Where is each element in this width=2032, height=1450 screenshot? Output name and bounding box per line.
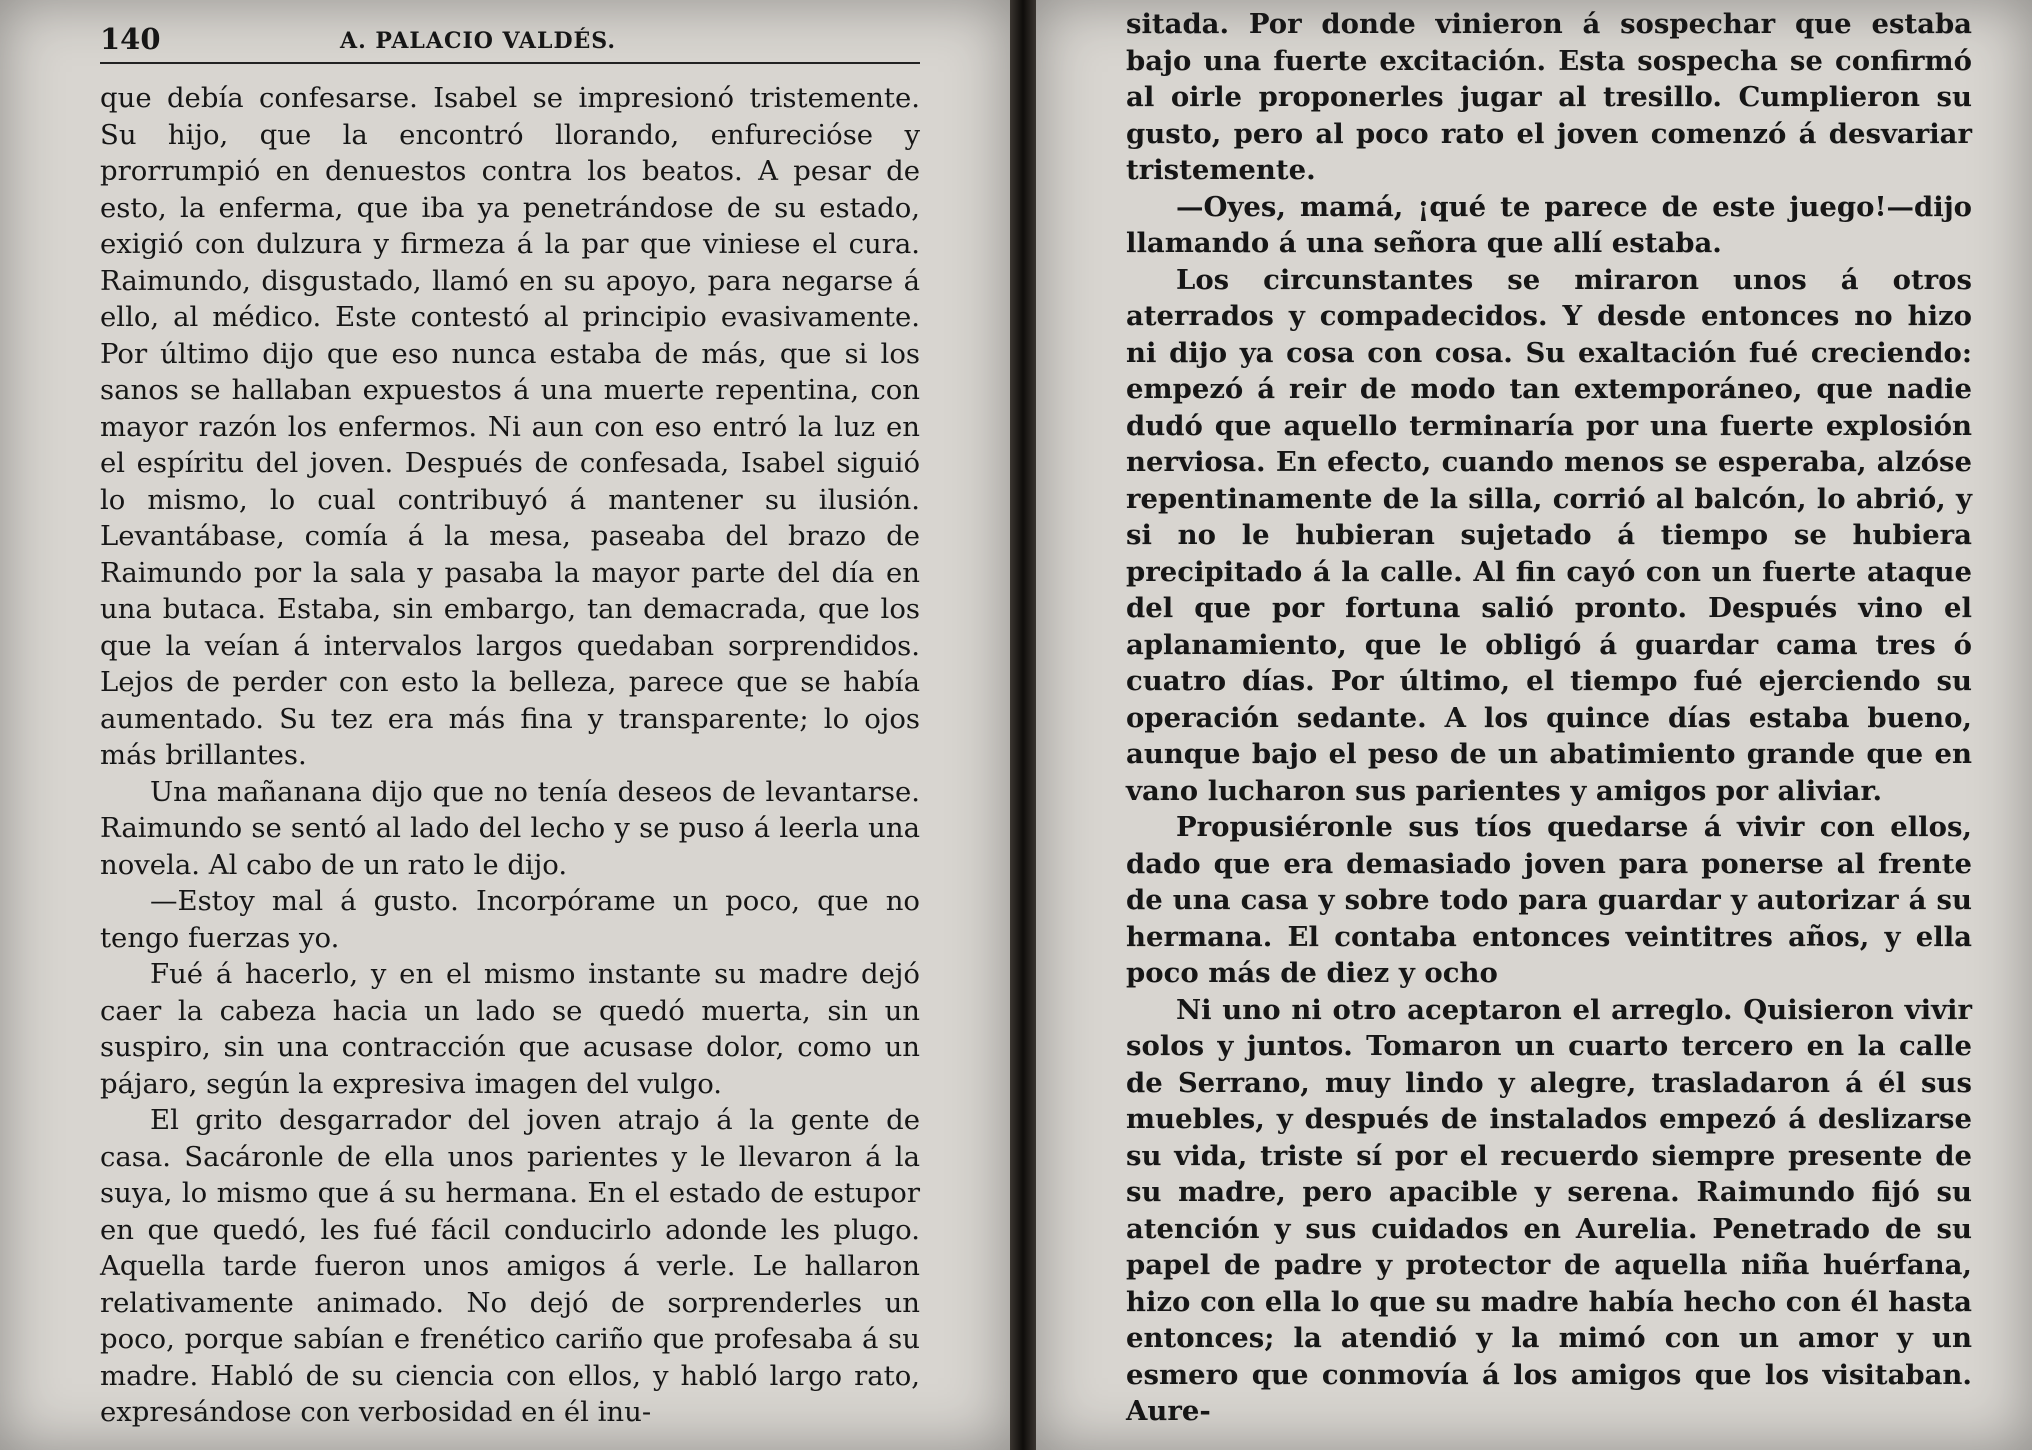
- paragraph: Ni uno ni otro aceptaron el arreglo. Quisieron vivir solos y juntos. Tomaron un cuarto tercero en la calle de Serrano, muy lindo y alegre, trasladaron á él sus muebles, y después de instalados empezó á deslizarse su vida, triste sí por el recuerdo siempre presente de su madre, pero apacible y serena. Raimundo fijó su atención y sus cuidados en Aurelia. Penetrado de su papel de padre y protector de aquella niña huérfana, hizo con ella lo que su madre había hecho con él hasta entonces; la atendió y la mimó con un amor y un esmero que conmovía á los amigos que los visitaban. Aure-: [1126, 993, 1972, 1427]
- running-head: [100, 22, 920, 64]
- left-text-block: [100, 80, 920, 1431]
- paragraph: El grito desgarrador del joven atrajo á la gente de casa. Sacáronle de ella unos parientes y le llevaron á la suya, lo mismo que á su hermana. En el estado de estupor en que quedó, les fué fácil conducirlo adonde les plugo. Aquella tarde fueron unos amigos á verle. Le hallaron relativamente animado. No dejó de sorprenderles un poco, porque sabían e frenético cariño que profesaba á su madre. Habló de su ciencia con ellos, y habló largo rato, expresándose con verbosidad en él inu-: [100, 1104, 920, 1428]
- paragraph: Fué á hacerlo, y en el mismo instante su madre dejó caer la cabeza hacia un lado se quedó muerta, sin un suspiro, sin una contracción que acusase dolor, como un pájaro, según la expresiva imagen del vulgo.: [100, 958, 920, 1100]
- paragraph: Propusiéronle sus tíos quedarse á vivir con ellos, dado que era demasiado joven para ponerse al frente de una casa y sobre todo para guardar y autorizar á su hermana. El contaba entonces veintitres años, y ella poco más de diez y ocho: [1126, 811, 1972, 989]
- left-page: [0, 0, 1010, 1450]
- right-text-block: [1126, 6, 1972, 1430]
- paragraph: sitada. Por donde vinieron á sospechar que estaba bajo una fuerte excitación. Esta sospecha se confirmó al oirle proponerles jugar al tresillo. Cumplieron su gusto, pero al poco rato el joven comenzó á desvariar tristemente.: [1126, 8, 1972, 186]
- paragraph: Los circunstantes se miraron unos á otros aterrados y compadecidos. Y desde entonces no hizo ni dijo ya cosa con cosa. Su exaltación fué creciendo: empezó á reir de modo tan extemporáneo, que nadie dudó que aquello terminaría por una fuerte explosión nerviosa. En efecto, cuando menos se esperaba, alzóse repentinamente de la silla, corrió al balcón, lo abrió, y si no le hubieran sujetado á tiempo se hubiera precipitado á la calle. Al fin cayó con un fuerte ataque del que por fortuna salió pronto. Después vino el aplanamiento, que le obligó á guardar cama tres ó cuatro días. Por último, el tiempo fué ejerciendo su operación sedante. A los quince días estaba bueno, aunque bajo el peso de un abatimiento grande que en vano lucharon sus parientes y amigos por aliviar.: [1126, 263, 1972, 807]
- paragraph: —Estoy mal á gusto. Incorpórame un poco, que no tengo fuerzas yo.: [100, 885, 920, 954]
- book-header: A. PALACIO VALDÉS.: [340, 28, 617, 54]
- paragraph: que debía confesarse. Isabel se impresionó tristemente. Su hijo, que la encontró llorando, enfurecióse y prorrumpió en denuestos contra los beatos. A pesar de esto, la enferma, que iba ya penetrándose de su estado, exigió con dulzura y firmeza á la par que viniese el cura. Raimundo, disgustado, llamó en su apoyo, para negarse á ello, al médico. Este contestó al principio evasivamente. Por último dijo que eso nunca estaba de más, que si los sanos se hallaban expuestos á una muerte repentina, con mayor razón los enfermos. Ni aun con eso entró la luz en el espíritu del joven. Después de confesada, Isabel siguió lo mismo, lo cual contribuyó á mantener su ilusión. Levantábase, comía á la mesa, paseaba del brazo de Raimundo por la sala y pasaba la mayor parte del día en una butaca. Estaba, sin embargo, tan demacrada, que los que la veían á intervalos largos quedaban sorprendidos. Lejos de perder con esto la belleza, parece que se había aumentado. Su tez era más fina y transparente; lo ojos más brillantes.: [100, 82, 920, 771]
- book-gutter: [1010, 0, 1036, 1450]
- paragraph: —Oyes, mamá, ¡qué te parece de este juego!—dijo llamando á una señora que allí estaba.: [1126, 190, 1972, 259]
- paragraph: Una mañanana dijo que no tenía deseos de levantarse. Raimundo se sentó al lado del lecho y se puso á leerla una novela. Al cabo de un rato le dijo.: [100, 775, 920, 881]
- page-number: 140: [100, 22, 161, 56]
- right-page: [1036, 0, 2032, 1450]
